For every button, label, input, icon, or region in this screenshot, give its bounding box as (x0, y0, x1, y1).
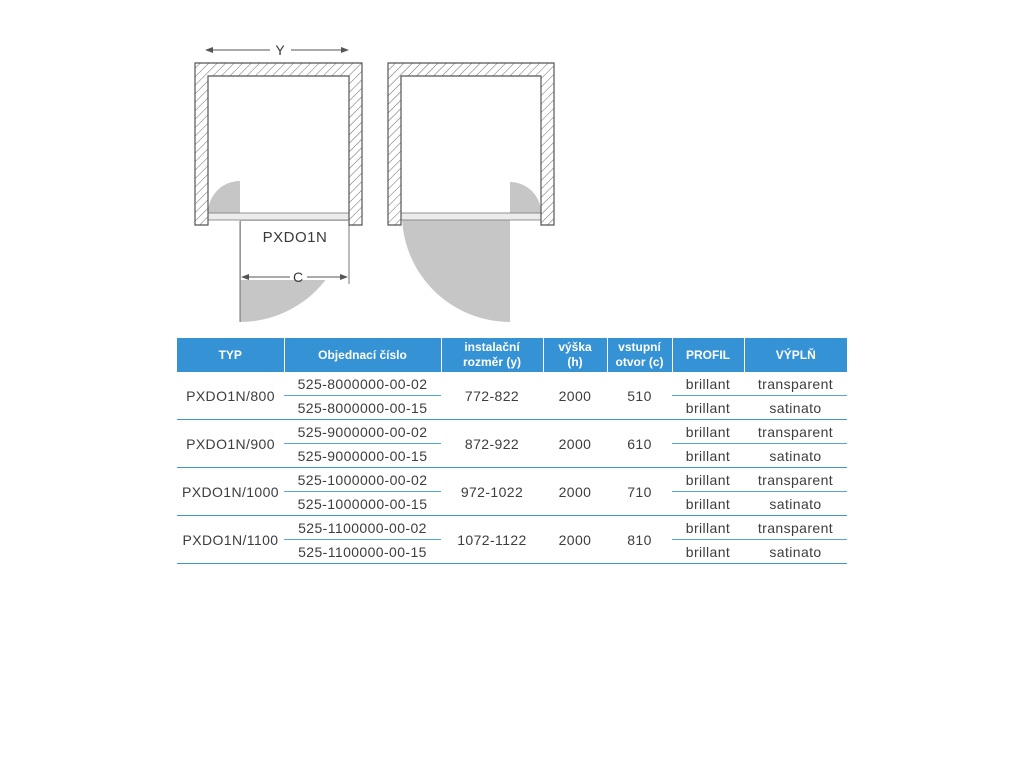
door-diagrams (0, 0, 1024, 335)
header-install-size (441, 338, 543, 372)
header-opening (607, 338, 672, 372)
order-code-cell: 525-1000000-00-02 (284, 468, 441, 492)
fill-cell: transparent (744, 516, 847, 540)
type-cell: PXDO1N/800 (177, 372, 284, 420)
order-code-cell: 525-1100000-00-02 (284, 516, 441, 540)
header-line: otvor (c) (615, 355, 664, 369)
order-code-cell: 525-9000000-00-15 (284, 444, 441, 468)
type-cell: PXDO1N/900 (177, 420, 284, 468)
type-cell: PXDO1N/1000 (177, 468, 284, 516)
header-line: instalační (464, 340, 520, 354)
header-line: vstupní (618, 340, 661, 354)
door-bar (208, 213, 349, 220)
order-code-cell: 525-8000000-00-02 (284, 372, 441, 396)
profile-cell: brillant (672, 372, 744, 396)
arrow-left-icon (205, 47, 213, 53)
header-type: TYP (177, 338, 284, 372)
opening-cell: 710 (607, 468, 672, 516)
profile-cell: brillant (672, 492, 744, 516)
type-cell: PXDO1N/1100 (177, 516, 284, 564)
header-height (543, 338, 607, 372)
swing-area-inner (208, 181, 240, 213)
swing-area-inner (510, 182, 541, 213)
header-line: výška (558, 340, 592, 354)
fill-cell: transparent (744, 420, 847, 444)
table-row (177, 516, 847, 540)
install-size-cell: 1072-1122 (441, 516, 543, 564)
model-label: PXDO1N (262, 229, 328, 246)
spec-table (177, 338, 847, 564)
height-cell: 2000 (543, 468, 607, 516)
door-bar (401, 213, 541, 220)
table-row (177, 420, 847, 444)
install-size-cell: 872-922 (441, 420, 543, 468)
order-code-cell: 525-9000000-00-02 (284, 420, 441, 444)
profile-cell: brillant (672, 396, 744, 420)
height-cell: 2000 (543, 516, 607, 564)
fill-cell: satinato (744, 540, 847, 564)
fill-cell: satinato (744, 492, 847, 516)
swing-area-outer (402, 214, 510, 322)
dimension-c-label: C (292, 269, 304, 285)
header-order-code: Objednací číslo (284, 338, 441, 372)
fill-cell: transparent (744, 372, 847, 396)
opening-cell: 510 (607, 372, 672, 420)
opening-cell: 610 (607, 420, 672, 468)
profile-cell: brillant (672, 420, 744, 444)
table-row (177, 372, 847, 396)
door-plan-left (195, 42, 362, 322)
profile-cell: brillant (672, 444, 744, 468)
install-size-cell: 972-1022 (441, 468, 543, 516)
header-line: (h) (567, 355, 583, 369)
profile-cell: brillant (672, 468, 744, 492)
opening-cell: 810 (607, 516, 672, 564)
header-profile: PROFIL (672, 338, 744, 372)
arrow-right-icon (341, 47, 349, 53)
profile-cell: brillant (672, 540, 744, 564)
profile-cell: brillant (672, 516, 744, 540)
fill-cell: transparent (744, 468, 847, 492)
fill-cell: satinato (744, 444, 847, 468)
order-code-cell: 525-1100000-00-15 (284, 540, 441, 564)
height-cell: 2000 (543, 420, 607, 468)
fill-cell: satinato (744, 396, 847, 420)
table-row (177, 468, 847, 492)
order-code-cell: 525-8000000-00-15 (284, 396, 441, 420)
height-cell: 2000 (543, 372, 607, 420)
dimension-y-label: Y (275, 42, 285, 58)
header-line: rozměr (y) (462, 355, 521, 369)
order-code-cell: 525-1000000-00-15 (284, 492, 441, 516)
install-size-cell: 772-822 (441, 372, 543, 420)
header-fill: VÝPLŇ (744, 338, 847, 372)
door-plan-right (388, 63, 554, 322)
table-header-row (177, 338, 847, 372)
